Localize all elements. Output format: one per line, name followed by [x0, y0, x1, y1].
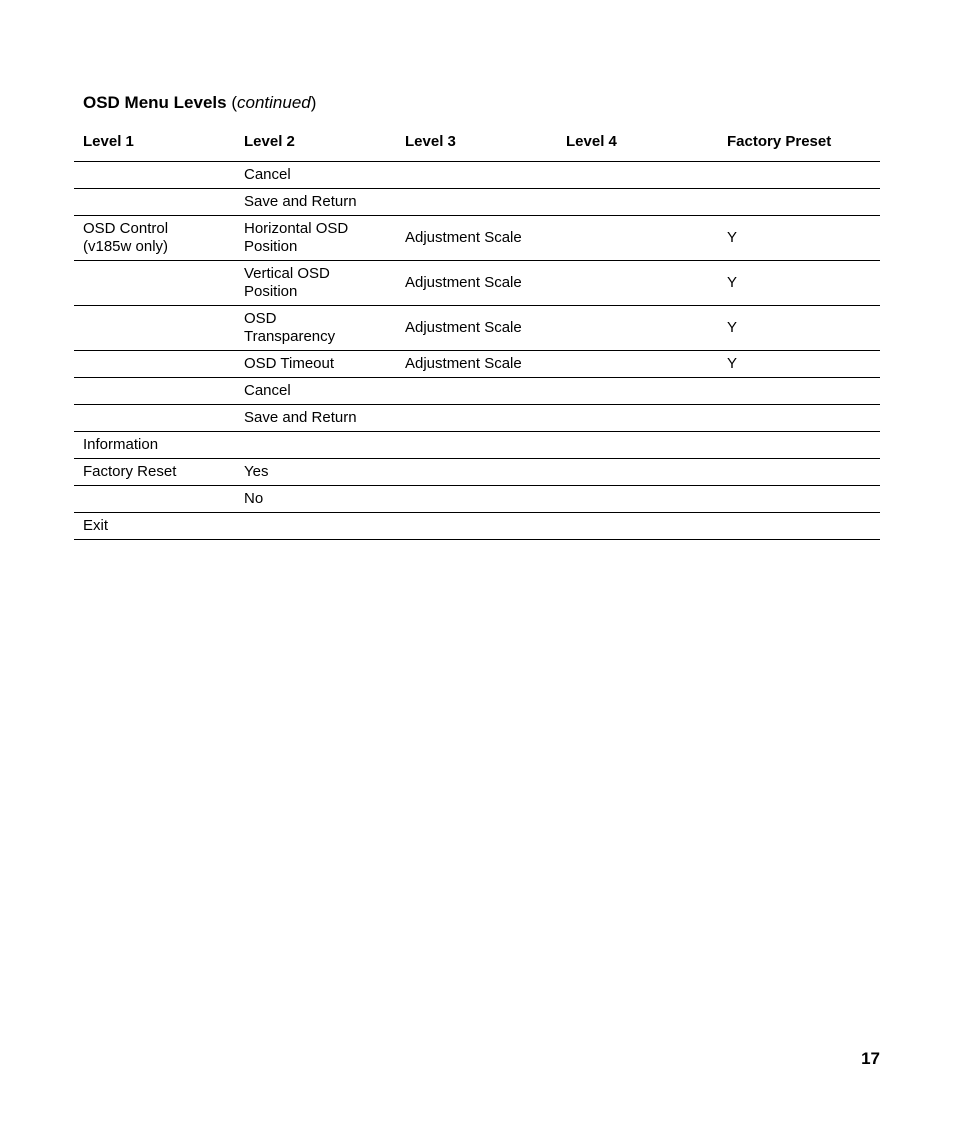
- cell-level-2: [235, 512, 396, 539]
- table-row: [74, 512, 880, 539]
- cell-factory-preset: [718, 188, 880, 215]
- cell-factory-preset: [718, 404, 880, 431]
- cell-level-1: [74, 260, 235, 305]
- cell-factory-preset: [718, 485, 880, 512]
- cell-factory-preset: Y: [718, 350, 880, 377]
- header-factory-preset: Factory Preset: [718, 127, 880, 161]
- table-row: [74, 377, 880, 404]
- cell-level-2: OSD Transparency: [235, 305, 396, 350]
- cell-level-1: [74, 305, 235, 350]
- table-row: [74, 431, 880, 458]
- cell-level-1: [74, 377, 235, 404]
- cell-factory-preset: [718, 458, 880, 485]
- cell-level-3: [396, 512, 557, 539]
- cell-factory-preset: Y: [718, 215, 880, 260]
- cell-level-3: [396, 431, 557, 458]
- cell-level-4: [557, 215, 718, 260]
- cell-level-4: [557, 404, 718, 431]
- cell-level-2: Vertical OSD Position: [235, 260, 396, 305]
- table-row: [74, 305, 880, 350]
- cell-level-3: [396, 377, 557, 404]
- cell-factory-preset: Y: [718, 260, 880, 305]
- table-row: [74, 404, 880, 431]
- cell-level-3: Adjustment Scale: [396, 215, 557, 260]
- header-level-2: Level 2: [235, 127, 396, 161]
- page-title: [83, 92, 316, 114]
- table-header: [74, 127, 880, 161]
- cell-level-1: [74, 350, 235, 377]
- cell-level-3: [396, 404, 557, 431]
- cell-level-2: Cancel: [235, 377, 396, 404]
- header-level-1: Level 1: [74, 127, 235, 161]
- cell-level-1: OSD Control (v185w only): [74, 215, 235, 260]
- cell-level-3: Adjustment Scale: [396, 305, 557, 350]
- cell-level-1: Information: [74, 431, 235, 458]
- table-row: [74, 215, 880, 260]
- cell-level-3: [396, 485, 557, 512]
- cell-factory-preset: [718, 431, 880, 458]
- cell-level-4: [557, 377, 718, 404]
- cell-level-1: Exit: [74, 512, 235, 539]
- title-continued: continued: [237, 93, 311, 112]
- table-row: [74, 458, 880, 485]
- page-number: 17: [861, 1049, 880, 1068]
- table-row: [74, 188, 880, 215]
- cell-level-1: Factory Reset: [74, 458, 235, 485]
- cell-level-4: [557, 350, 718, 377]
- cell-level-1: [74, 161, 235, 188]
- cell-level-4: [557, 260, 718, 305]
- table-row: [74, 260, 880, 305]
- cell-level-2: Save and Return: [235, 188, 396, 215]
- cell-level-4: [557, 188, 718, 215]
- cell-factory-preset: [718, 512, 880, 539]
- cell-factory-preset: [718, 377, 880, 404]
- cell-level-4: [557, 161, 718, 188]
- table-row: [74, 350, 880, 377]
- title-close-paren: ): [310, 93, 317, 112]
- header-level-4: Level 4: [557, 127, 718, 161]
- table-body: [74, 161, 880, 539]
- cell-level-4: [557, 512, 718, 539]
- cell-level-3: [396, 161, 557, 188]
- cell-level-2: OSD Timeout: [235, 350, 396, 377]
- cell-level-3: Adjustment Scale: [396, 260, 557, 305]
- cell-level-2: Save and Return: [235, 404, 396, 431]
- cell-level-2: Cancel: [235, 161, 396, 188]
- cell-level-4: [557, 485, 718, 512]
- cell-level-1: [74, 404, 235, 431]
- table-row: [74, 485, 880, 512]
- cell-level-4: [557, 305, 718, 350]
- cell-level-4: [557, 431, 718, 458]
- cell-level-2: No: [235, 485, 396, 512]
- header-row: [74, 127, 880, 161]
- cell-level-1: [74, 485, 235, 512]
- cell-level-2: [235, 431, 396, 458]
- cell-level-1: [74, 188, 235, 215]
- header-level-3: Level 3: [396, 127, 557, 161]
- table-row: [74, 161, 880, 188]
- cell-level-2: Yes: [235, 458, 396, 485]
- title-open-paren: (: [226, 93, 237, 112]
- cell-factory-preset: [718, 161, 880, 188]
- cell-factory-preset: Y: [718, 305, 880, 350]
- cell-level-3: [396, 188, 557, 215]
- title-main: OSD Menu Levels: [83, 93, 227, 112]
- cell-level-3: Adjustment Scale: [396, 350, 557, 377]
- osd-menu-levels-table: [74, 127, 880, 540]
- cell-level-3: [396, 458, 557, 485]
- cell-level-2: Horizontal OSD Position: [235, 215, 396, 260]
- cell-level-4: [557, 458, 718, 485]
